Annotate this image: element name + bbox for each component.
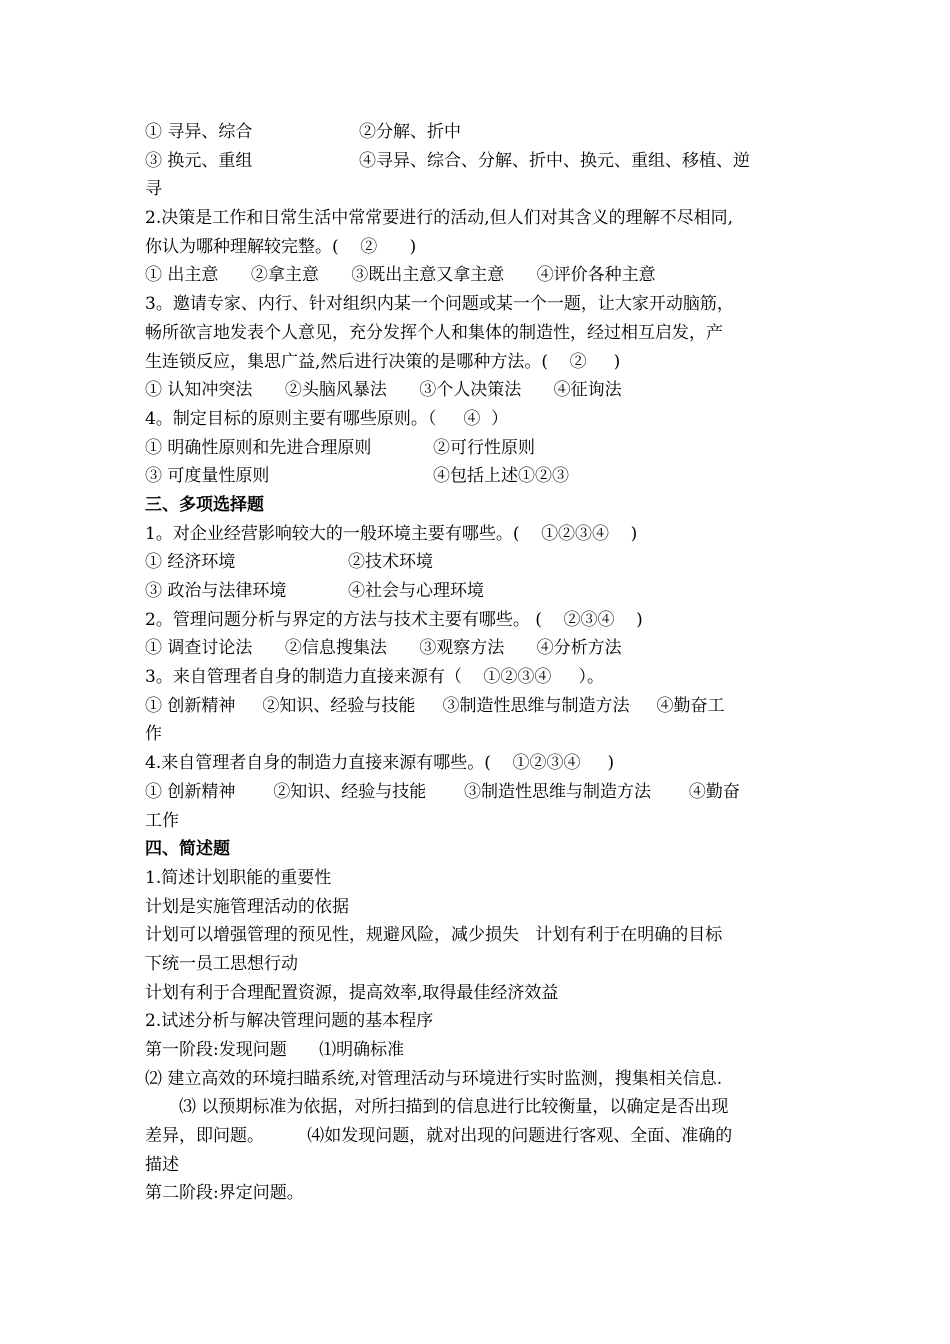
option-row xyxy=(145,147,825,176)
text-line: 工作 xyxy=(145,810,179,831)
option-row: ① 出主意 ②拿主意 ③既出主意又拿主意 ④评价各种主意 xyxy=(145,265,656,286)
answer-text: 第二阶段:界定问题。 xyxy=(145,1183,304,1204)
option-text: ④包括上述①②③ xyxy=(433,466,569,487)
answer-text: ⑶ 以预期标准为依据，对所扫描到的信息进行比较衡量，以确定是否出现 xyxy=(179,1097,729,1118)
option-text: ②技术环境 xyxy=(348,552,433,573)
answer-text: 描述 xyxy=(145,1154,179,1175)
question-text: 3。邀请专家、内行、针对组织内某一个问题或某一个一题，让大家开动脑筋， xyxy=(145,294,734,315)
answer-text: 计划是实施管理活动的依据 xyxy=(145,896,349,917)
question-text: 畅所欲言地发表个人意见，充分发挥个人和集体的制造性，经过相互启发，产 xyxy=(145,322,723,343)
answer-text: 计划可以增强管理的预见性，规避风险，减少损失 计划有利于在明确的目标 xyxy=(145,925,723,946)
option-text: ②分解、折中 xyxy=(359,122,461,142)
option-row xyxy=(145,548,825,577)
option-row: ① 创新精神 ②知识、经验与技能 ③制造性思维与制造方法 ④勤奋工 xyxy=(145,695,725,716)
option-row xyxy=(145,462,825,491)
answer-text: 差异，即问题。 ⑷如发现问题，就对出现的问题进行客观、全面、准确的 xyxy=(145,1126,733,1147)
answer-text: 下统一员工思想行动 xyxy=(145,953,298,974)
option-text: ① 明确性原则和先进合理原则 xyxy=(145,437,372,458)
option-text: ④社会与心理环境 xyxy=(348,581,484,601)
question-text: 3。来自管理者自身的制造力直接来源有（ ①②③④ ）。 xyxy=(145,667,604,688)
question-text: 2.决策是工作和日常生活中常常要进行的活动,但人们对其含义的理解不尽相同, xyxy=(145,208,734,229)
answer-text: ⑵ 建立高效的环境扫瞄系统,对管理活动与环境进行实时监测，搜集相关信息. xyxy=(145,1068,723,1089)
option-text: ④寻异、综合、分解、折中、换元、重组、移植、逆 xyxy=(359,150,750,171)
document-body xyxy=(145,118,825,1208)
question-text: 4.来自管理者自身的制造力直接来源有哪些。( ①②③④ ) xyxy=(145,753,615,774)
option-row: ① 创新精神 ②知识、经验与技能 ③制造性思维与制造方法 ④勤奋 xyxy=(145,781,740,802)
question-text: 1。对企业经营影响较大的一般环境主要有哪些。( ①②③④ ) xyxy=(145,523,638,544)
option-text: ① 经济环境 xyxy=(145,552,236,573)
question-text: 1.简述计划职能的重要性 xyxy=(145,867,332,888)
answer-text: 第一阶段:发现问题 ⑴明确标准 xyxy=(145,1040,405,1060)
option-row xyxy=(145,577,825,606)
option-row xyxy=(145,434,825,463)
section-heading: 三、多项选择题 xyxy=(145,494,264,515)
section-heading: 四、简述题 xyxy=(145,839,230,860)
option-row: ① 调查讨论法 ②信息搜集法 ③观察方法 ④分析方法 xyxy=(145,638,622,659)
option-row: ① 认知冲突法 ②头脑风暴法 ③个人决策法 ④征询法 xyxy=(145,380,622,401)
question-text: 生连锁反应，集思广益,然后进行决策的是哪种方法。( ② ) xyxy=(145,351,621,372)
option-text: ③ 可度量性原则 xyxy=(145,466,270,487)
question-text: 4。制定目标的原则主要有哪些原则。（ ④ ） xyxy=(145,408,509,429)
text-line: 作 xyxy=(145,724,162,745)
question-text: 2。管理问题分析与界定的方法与技术主要有哪些。 ( ②③④ ) xyxy=(145,609,643,630)
answer-text: 计划有利于合理配置资源，提高效率,取得最佳经济效益 xyxy=(145,982,559,1003)
option-text: ③ 换元、重组 xyxy=(145,150,253,171)
option-row xyxy=(145,118,825,147)
question-text: 你认为哪种理解较完整。( ② ) xyxy=(145,236,417,257)
option-text: ②可行性原则 xyxy=(433,437,535,458)
question-text: 2.试述分析与解决管理问题的基本程序 xyxy=(145,1011,434,1032)
text-line: 寻 xyxy=(145,179,162,200)
option-text: ③ 政治与法律环境 xyxy=(145,581,287,601)
option-text: ① 寻异、综合 xyxy=(145,122,253,142)
